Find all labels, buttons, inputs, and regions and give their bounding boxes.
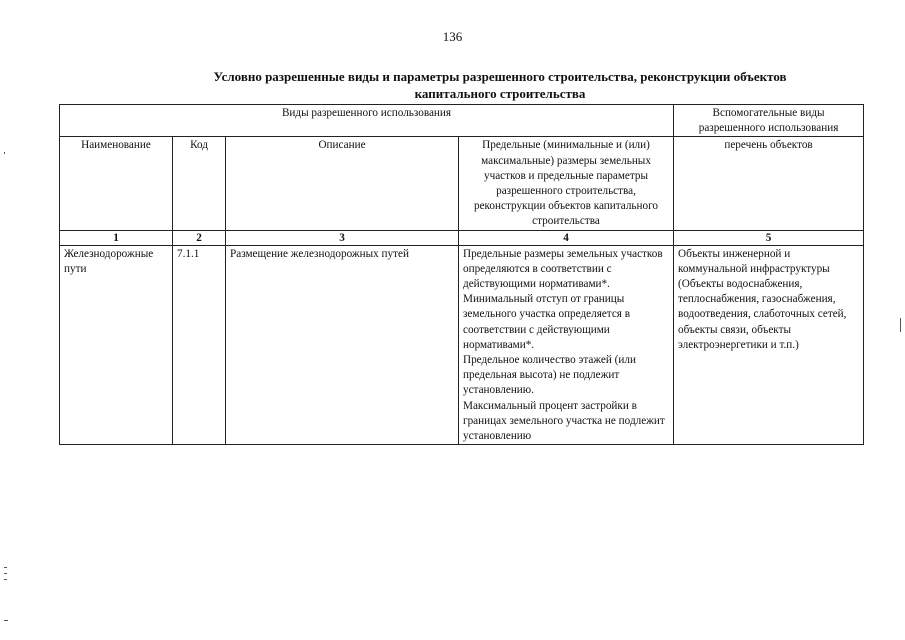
column-header-objects: перечень объектов [674, 137, 864, 230]
column-number: 3 [226, 230, 459, 245]
cell-objects: Объекты инженерной и коммунальной инфраструктуры (Объекты водоснабжения, теплоснабжения, газоснабжения, водоотведения, слаботочных сетей, объекты связи, объекты электроэнергетики и т.п.) [674, 245, 864, 445]
column-header-row [60, 137, 864, 230]
column-number: 5 [674, 230, 864, 245]
cell-name: Железнодорожные пути [60, 245, 173, 445]
scan-artifact-mark [4, 567, 7, 568]
table-row [60, 245, 864, 445]
header-auxiliary-uses: Вспомогательные виды разрешенного использования [674, 105, 864, 137]
cell-code: 7.1.1 [173, 245, 226, 445]
document-title-line-2: капитального строительства [414, 86, 586, 101]
scan-artifact-mark [4, 573, 7, 574]
limits-paragraph: Максимальный процент застройки в границах земельного участка не подлежит установлению [463, 399, 665, 443]
column-number: 4 [459, 230, 674, 245]
scan-artifact-mark [4, 620, 8, 621]
page-number: 136 [442, 29, 463, 44]
scan-artifact-mark [900, 318, 901, 332]
column-header-name: Наименование [60, 137, 173, 230]
column-header-description: Описание [226, 137, 459, 230]
limits-paragraph: Предельное количество этажей (или предельная высота) не подлежит установлению. [463, 354, 636, 397]
column-header-limits: Предельные (минимальные и (или) максимальные) размеры земельных участков и предельные параметры разрешенного строительства, реконструкции объектов капитального строительства [459, 137, 674, 230]
column-header-code: Код [173, 137, 226, 230]
column-number: 1 [60, 230, 173, 245]
document-title [140, 68, 860, 102]
scan-artifact-mark [4, 152, 5, 154]
document-title-line-1: Условно разрешенные виды и параметры разрешенного строительства, реконструкции объектов [213, 69, 787, 84]
group-header-row [60, 105, 864, 137]
permitted-use-table [59, 104, 864, 445]
column-number: 2 [173, 230, 226, 245]
limits-paragraph: Минимальный отступ от границы земельного участка определяется в соответствии с действующими нормативами*. [463, 293, 631, 351]
header-permitted-uses: Виды разрешенного использования [60, 105, 674, 137]
cell-limits [459, 245, 674, 445]
cell-description: Размещение железнодорожных путей [226, 245, 459, 445]
column-number-row [60, 230, 864, 245]
scan-artifact-mark [4, 579, 7, 580]
limits-paragraph: Предельные размеры земельных участков определяются в соответствии с действующими нормативами*. [463, 247, 663, 291]
